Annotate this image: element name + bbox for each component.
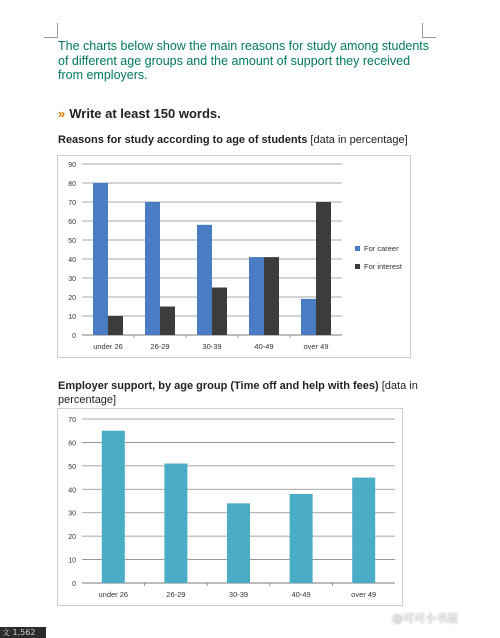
chart2-bar	[352, 478, 375, 583]
chart1-xtick-label: 26-29	[150, 342, 170, 351]
chart1-ytick-label: 40	[68, 257, 76, 264]
chart1-xtick-label: over 49	[303, 342, 329, 351]
chart2-xtick-label: 30-39	[228, 590, 249, 599]
chart2-title-main: Employer support, by age group (Time off and help with fees)	[58, 380, 379, 392]
word-count-badge: 文 1,562	[0, 627, 46, 638]
chart1-title	[58, 134, 458, 146]
chart2-ytick-label: 20	[68, 534, 76, 542]
chart1-ytick-label: 20	[68, 295, 76, 302]
chart1-bar	[212, 288, 227, 336]
chart1-legend-label: For interest	[364, 262, 402, 271]
chart2-ytick-label: 40	[68, 487, 76, 495]
chart1-legend-swatch	[355, 246, 360, 251]
chart1-ytick-label: 60	[68, 219, 76, 226]
instruction-text: Write at least 150 words.	[69, 106, 221, 121]
chart2-xtick-label: 26-29	[166, 590, 186, 599]
crop-mark-right-horizontal	[422, 37, 436, 38]
chart2-xtick-label: over 49	[351, 590, 377, 599]
chart1-legend-swatch	[355, 264, 360, 269]
chart2-xtick-label: 40-49	[291, 590, 311, 599]
chart2-bar	[164, 464, 187, 583]
chart2-ytick-label: 70	[68, 417, 76, 424]
instruction	[58, 106, 221, 121]
chart2-ytick-label: 10	[68, 557, 76, 565]
chart2-employer-support	[57, 408, 403, 606]
watermark: @可可小书屋	[392, 612, 458, 625]
chart1-ytick-label: 80	[68, 181, 76, 188]
chart1-ytick-label: 90	[68, 162, 76, 169]
chart2-title-note: [data in percentage]	[58, 380, 418, 406]
chart1-ytick-label: 30	[68, 276, 76, 283]
chart1-bar	[93, 183, 108, 335]
chart2-bar	[290, 494, 313, 583]
chart1-title-note: [data in percentage]	[307, 134, 408, 146]
chart1-ytick-label: 50	[68, 238, 76, 245]
chart1-bar	[316, 202, 331, 335]
chart2-svg	[58, 409, 402, 605]
chart2-ytick-label: 50	[68, 463, 76, 471]
chart1-bar	[249, 257, 264, 335]
chart1-title-main: Reasons for study according to age of students	[58, 134, 308, 146]
chart1-xtick-label: 30-39	[202, 342, 222, 351]
intro-text: The charts below show the main reasons for study among students of different age groups and the amount of support they received from employers.	[58, 39, 430, 82]
chart1-xtick-label: under 26	[93, 342, 123, 351]
chart2-ytick-label: 30	[68, 510, 76, 518]
crop-mark-left-horizontal	[44, 37, 58, 38]
chart2-xtick-label: under 26	[98, 590, 129, 599]
chart1-ytick-label: 10	[68, 314, 76, 321]
chart1-xtick-label: 40-49	[254, 342, 274, 351]
chart2-bar	[227, 503, 250, 583]
chart1-bar	[145, 202, 160, 335]
chart2-ytick-label: 0	[72, 581, 76, 588]
chart1-legend-label: For career	[364, 244, 399, 253]
chart2-ytick-label: 60	[68, 440, 76, 448]
chart1-ytick-label: 0	[72, 333, 76, 340]
crop-mark-right-vertical	[422, 23, 423, 38]
chart2-title	[58, 379, 438, 407]
chart1-reasons-for-study	[57, 155, 411, 358]
chart1-bar	[160, 307, 175, 336]
chart1-bar	[264, 257, 279, 335]
chevron-marker: »	[58, 106, 66, 121]
chart1-bar	[301, 299, 316, 335]
chart1-svg	[58, 156, 410, 357]
chart2-bar	[102, 431, 125, 583]
chart1-bar	[108, 316, 123, 335]
chart1-bar	[197, 225, 212, 335]
chart1-ytick-label: 70	[68, 200, 76, 207]
crop-mark-left-vertical	[57, 23, 58, 38]
